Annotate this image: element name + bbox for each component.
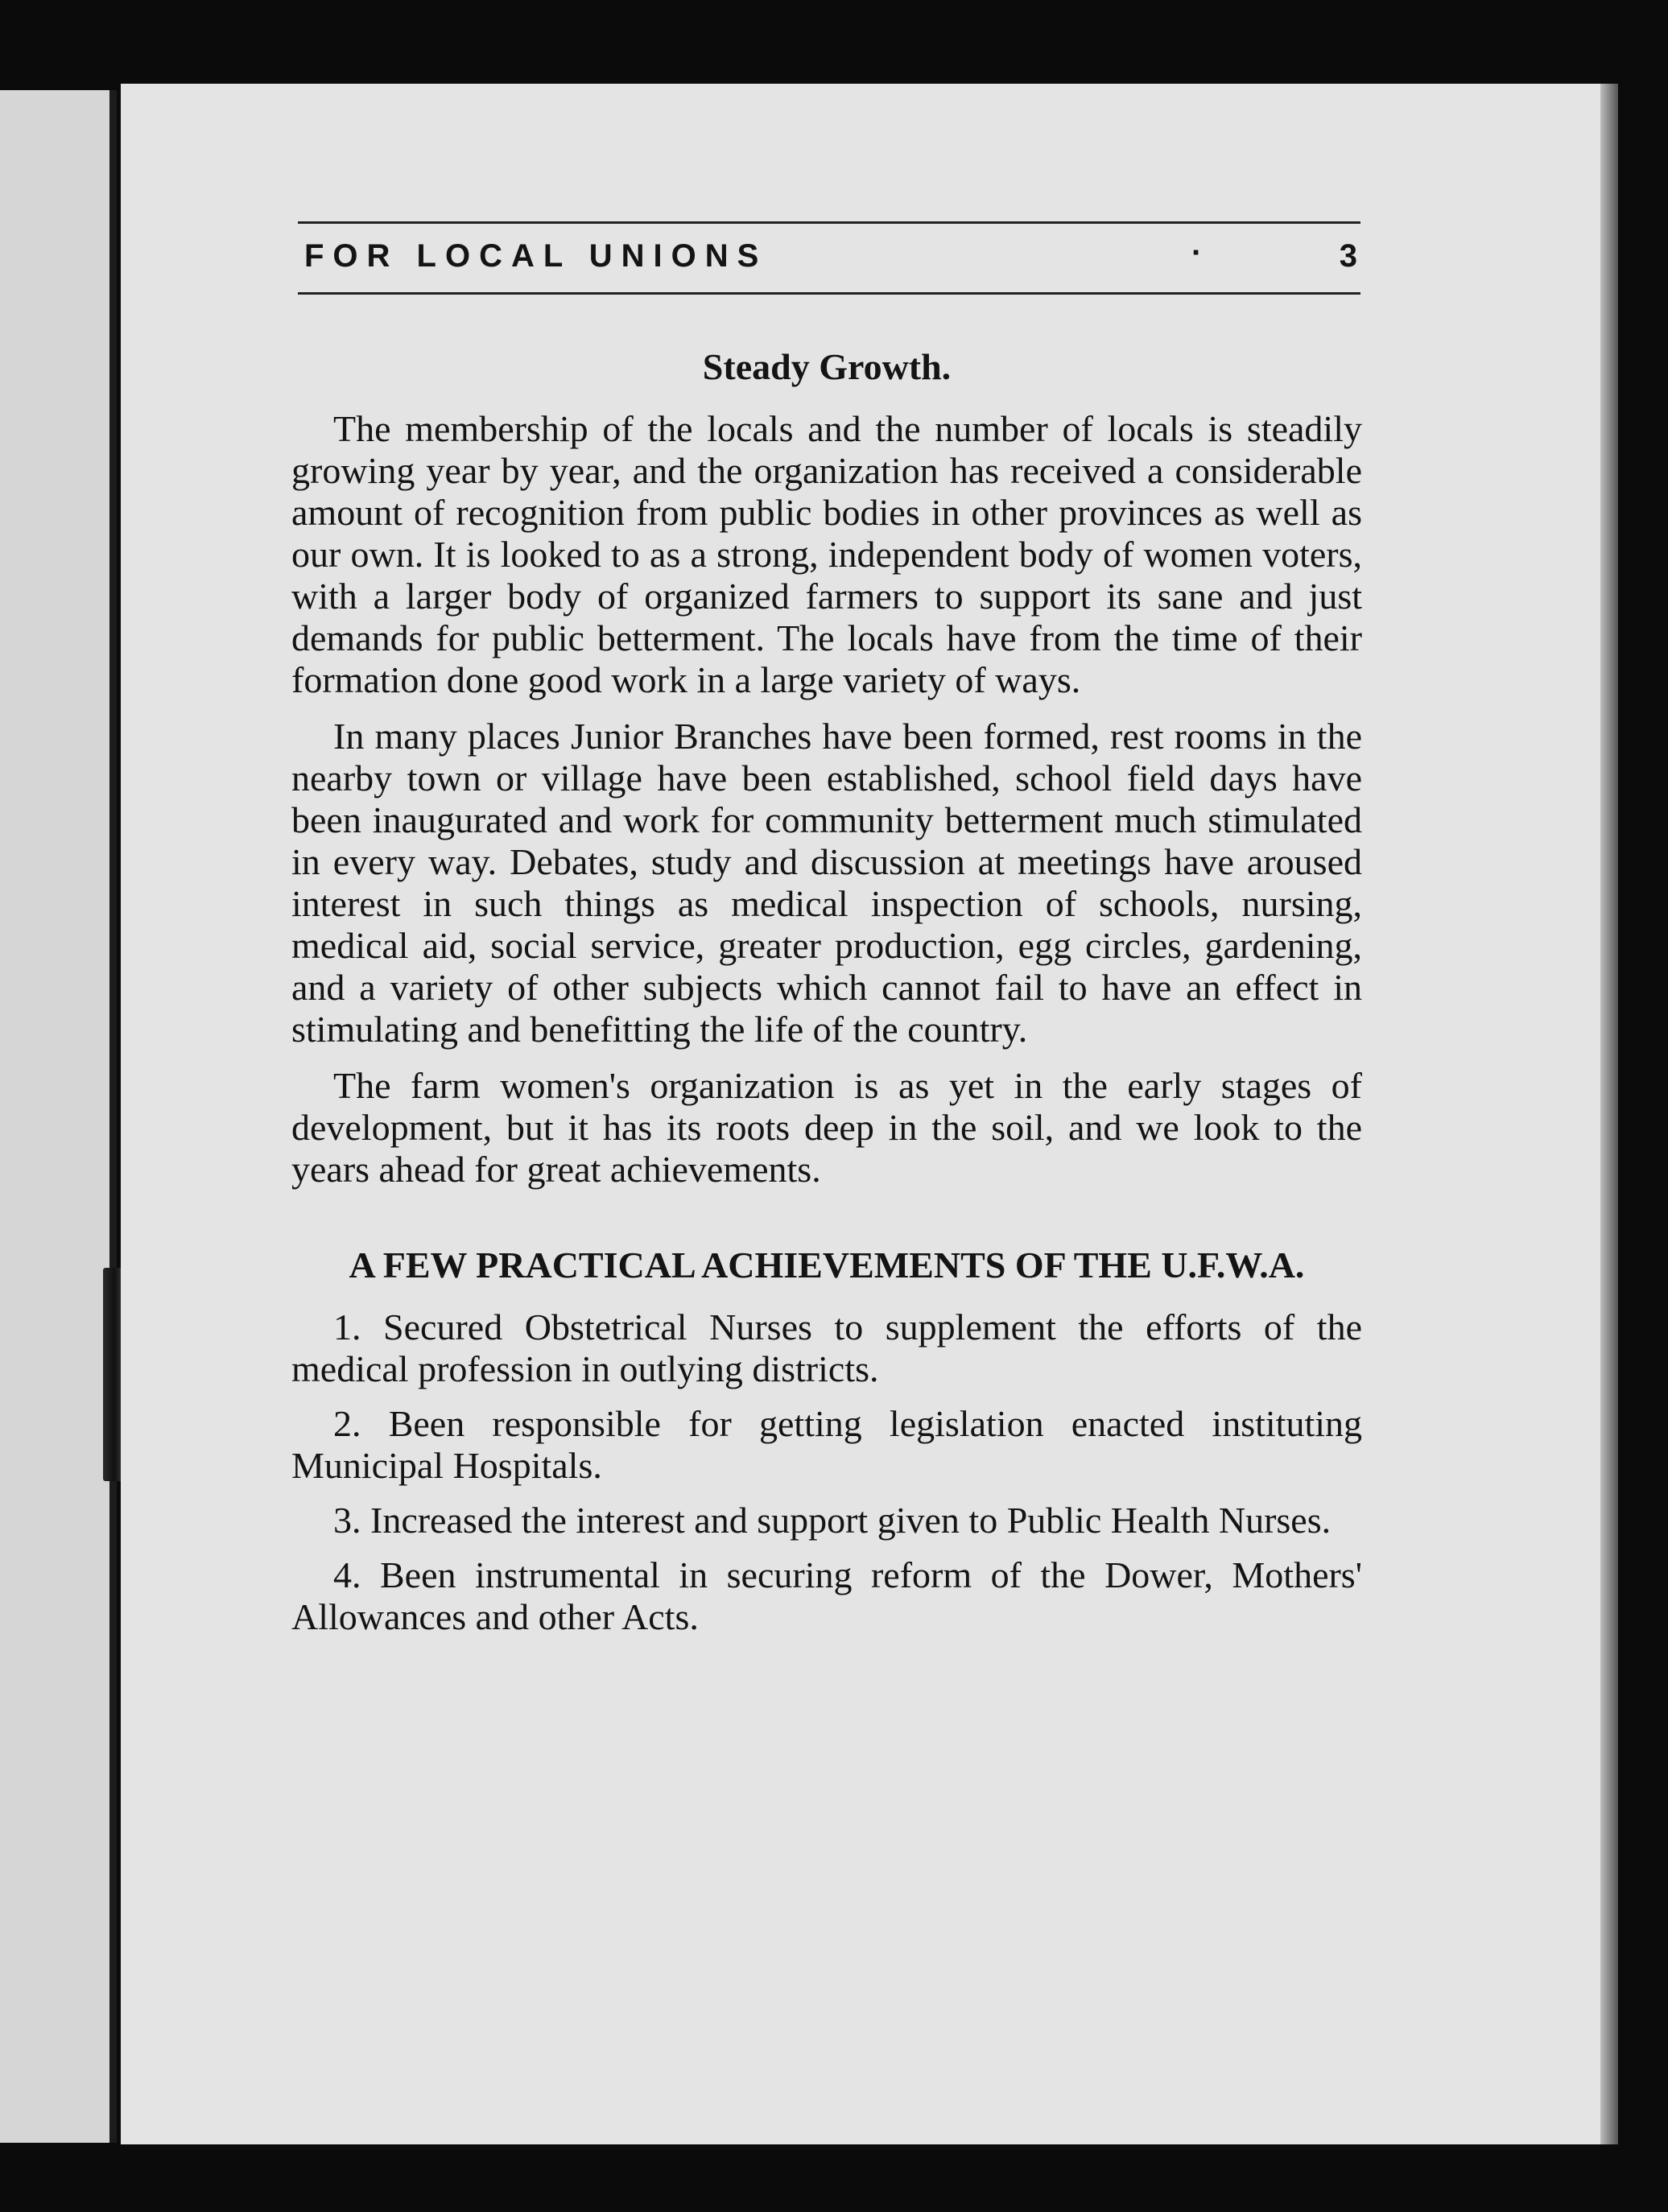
page-edge [1600, 84, 1618, 2144]
page-number: 3 [1339, 238, 1357, 274]
facing-page [0, 90, 115, 2143]
running-title: FOR LOCAL UNIONS [304, 238, 768, 274]
paragraph: The farm women's organization is as yet in the early stages of development, but it has its roots deep in the soil, and we look to the years ahead for great achievements. [291, 1065, 1362, 1190]
achievement-item: 1. Secured Obstetrical Nurses to supplement the efforts of the medical profession in outlying districts. [291, 1306, 1362, 1389]
header-separator: · [1191, 235, 1203, 270]
paragraph: The membership of the locals and the number of locals is steadily growing year by year, and the organization has received a considerable amount of recognition from public bodies in other provinces as well as our own. It is looked to as a strong, independent body of women voters, with a larger body of organized farmers to support its sane and just demands for public betterment. The locals have from the time of their formation done good work in a large variety of ways. [291, 408, 1362, 700]
paragraph: In many places Junior Branches have been formed, rest rooms in the nearby town or village have been established, school field days have been inaugurated and work for community betterment much stimulated in every way. Debates, study and discussion at meetings have aroused interest in such things as medical inspection of schools, nursing, medical aid, social service, greater production, egg circles, gardening, and a variety of other subjects which cannot fail to have an effect in stimulating and benefitting the life of the country. [291, 716, 1362, 1050]
achievement-item: 3. Increased the interest and support given to Public Health Nurses. [333, 1500, 1332, 1541]
section-heading-achievements: A FEW PRACTICAL ACHIEVEMENTS OF THE U.F.W.A. [349, 1244, 1305, 1286]
page-body [291, 346, 1362, 1651]
facing-page-edge [109, 90, 117, 2143]
achievement-item: 2. Been responsible for getting legislation enacted instituting Municipal Hospitals. [291, 1403, 1362, 1486]
achievement-item: 4. Been instrumental in securing reform of the Dower, Mothers' Allowances and other Acts. [291, 1554, 1362, 1637]
section-heading-steady-growth: Steady Growth. [702, 346, 952, 387]
running-header [298, 221, 1360, 295]
